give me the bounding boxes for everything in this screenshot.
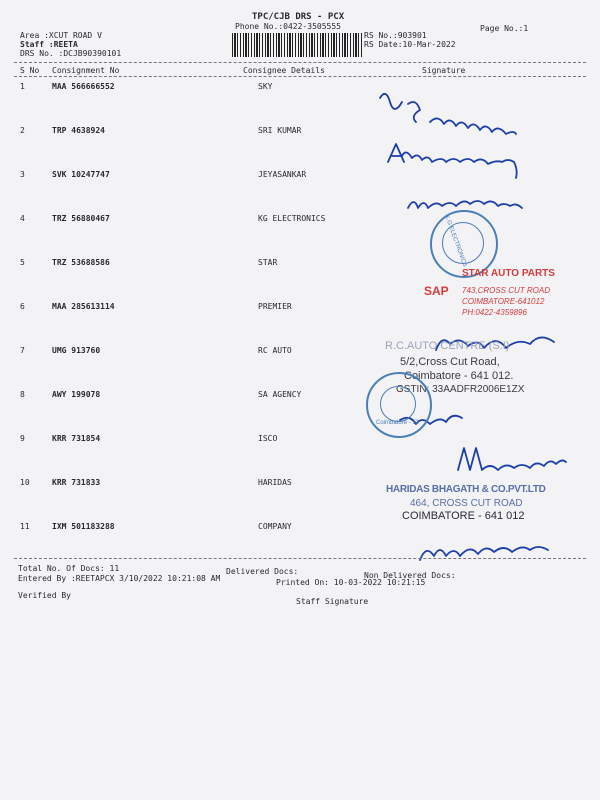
row-consignee: HARIDAS: [258, 478, 292, 487]
entered-by: Entered By :REETAPCX 3/10/2022 10:21:08 AM: [18, 574, 221, 583]
row-consignee: SA AGENCY: [258, 390, 302, 399]
star-auto-stamp-city: COIMBATORE-641012: [462, 297, 545, 306]
column-header-sno: S No: [20, 66, 40, 75]
row-sno: 10: [20, 478, 30, 487]
column-header-consignee: Consignee Details: [243, 66, 325, 75]
row-consignment-no: UMG 913760: [52, 346, 101, 355]
row-consignment-no: IXM 501183288: [52, 522, 115, 531]
rc-auto-stamp-gstin: GSTIN: 33AADFR2006E1ZX: [396, 384, 525, 395]
star-auto-stamp-name: STAR AUTO PARTS: [462, 268, 555, 279]
row-consignment-no: TRZ 53688586: [52, 258, 110, 267]
column-header-consignment: Consignment No: [52, 66, 120, 75]
row-sno: 5: [20, 258, 25, 267]
row-sno: 2: [20, 126, 25, 135]
stamp-ring-text: Coimbatore - 12: [376, 420, 420, 426]
row-sno: 8: [20, 390, 25, 399]
row-consignment-no: TRZ 56880467: [52, 214, 110, 223]
row-consignee: SKY: [258, 82, 273, 91]
document-title: TPC/CJB DRS - PCX: [252, 12, 345, 22]
rc-auto-stamp-address: 5/2,Cross Cut Road,: [400, 356, 500, 368]
delivered-docs: Delivered Docs:: [226, 567, 299, 576]
rs-number: RS No.:903901: [364, 31, 427, 40]
signature-mark: [380, 94, 420, 122]
drs-number: DRS No. :DCJB90390101: [20, 49, 122, 58]
row-consignee: PREMIER: [258, 302, 292, 311]
verified-by: Verified By: [18, 591, 71, 600]
row-consignment-no: SVK 10247747: [52, 170, 110, 179]
row-consignee: RC AUTO: [258, 346, 292, 355]
row-consignment-no: MAA 285613114: [52, 302, 115, 311]
column-header-signature: Signature: [422, 66, 466, 75]
stamp-inner-ring: [380, 386, 416, 422]
row-consignment-no: MAA 566666552: [52, 82, 115, 91]
area-field: Area :XCUT ROAD V: [20, 31, 102, 40]
stamp-ring-text: K.G ELECTRONICS: [443, 214, 468, 268]
row-consignee: SRI KUMAR: [258, 126, 302, 135]
haridas-stamp-city: COIMBATORE - 641 012: [402, 510, 525, 522]
star-auto-stamp-phone: PH:0422-4359896: [462, 308, 527, 317]
haridas-stamp-name: HARIDAS BHAGATH & CO.PVT.LTD: [386, 484, 546, 495]
row-sno: 11: [20, 522, 30, 531]
row-consignee: KG ELECTRONICS: [258, 214, 326, 223]
row-consignment-no: KRR 731833: [52, 478, 101, 487]
row-sno: 9: [20, 434, 25, 443]
rc-auto-stamp-city: Coimbatore - 641 012.: [404, 370, 514, 382]
star-auto-stamp-address: 743,CROSS CUT ROAD: [462, 286, 551, 295]
total-docs: Total No. Of Docs: 11: [18, 564, 120, 573]
row-sno: 3: [20, 170, 25, 179]
row-consignment-no: KRR 731854: [52, 434, 101, 443]
haridas-stamp-address: 464, CROSS CUT ROAD: [410, 498, 523, 509]
row-sno: 4: [20, 214, 25, 223]
row-consignee: ISCO: [258, 434, 278, 443]
signature-mark: [388, 144, 517, 178]
signature-mark: [430, 118, 516, 134]
signature-mark: [408, 201, 522, 208]
star-auto-stamp-sap: SAP: [424, 284, 449, 298]
row-sno: 7: [20, 346, 25, 355]
non-delivered-docs: Non Delivered Docs:: [364, 571, 456, 580]
signature-mark: [458, 448, 566, 470]
row-sno: 6: [20, 302, 25, 311]
row-consignment-no: TRP 4638924: [52, 126, 105, 135]
divider: [14, 558, 586, 559]
row-consignee: STAR: [258, 258, 278, 267]
row-consignee: JEYASANKAR: [258, 170, 307, 179]
row-consignment-no: AWY 199078: [52, 390, 101, 399]
page-number: Page No.:1: [480, 24, 529, 33]
row-consignee: COMPANY: [258, 522, 292, 531]
row-sno: 1: [20, 82, 25, 91]
staff-signature-label: Staff Signature: [296, 597, 369, 606]
rc-auto-stamp-name: R.C.AUTO CENTRE (S.I): [385, 340, 510, 352]
phone-number: Phone No.:0422-3505555: [235, 22, 341, 31]
rs-date: RS Date:10-Mar-2022: [364, 40, 456, 49]
staff-field: Staff :REETA: [20, 40, 78, 49]
printed-on: Printed On: 10-03-2022 10:21:15: [276, 578, 426, 587]
sa-agency-stamp: [366, 372, 432, 438]
